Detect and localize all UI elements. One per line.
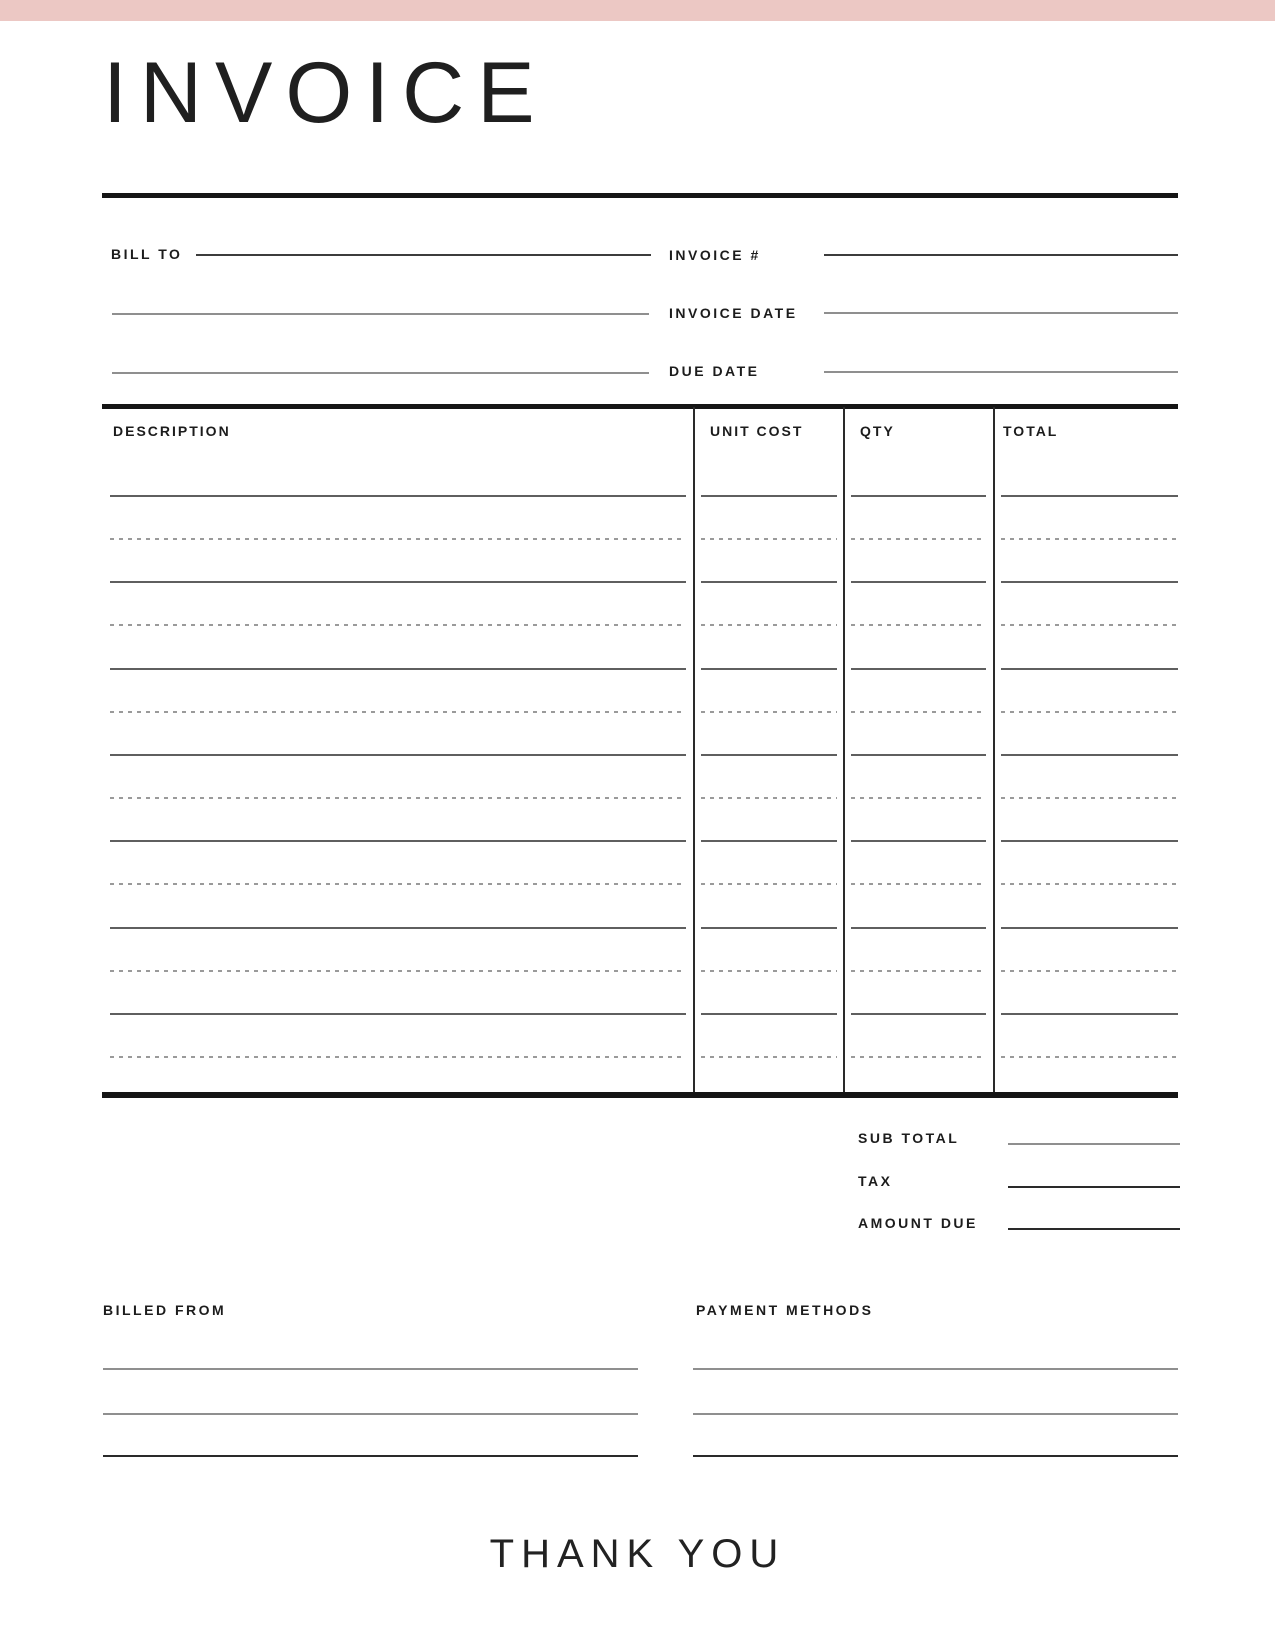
table-row-line	[701, 1013, 837, 1015]
amount-due-line	[1008, 1228, 1180, 1230]
billed-from-line-3	[103, 1455, 638, 1457]
table-row-line	[1001, 668, 1178, 670]
due-date-line	[824, 371, 1178, 373]
table-row-line	[110, 581, 686, 583]
table-top-rule	[102, 404, 1178, 409]
table-row-line	[851, 538, 986, 540]
top-accent-bar	[0, 0, 1275, 21]
table-divider-1	[693, 407, 695, 1098]
table-row-line	[851, 624, 986, 626]
table-row-line	[1001, 970, 1178, 972]
table-row-line	[701, 970, 837, 972]
sub-total-line	[1008, 1143, 1180, 1145]
invoice-date-line	[824, 312, 1178, 314]
table-row-line	[1001, 1056, 1178, 1058]
table-row-line	[110, 668, 686, 670]
table-row-line	[110, 711, 686, 713]
table-row-line	[110, 883, 686, 885]
payment-methods-line-2	[693, 1413, 1178, 1415]
billed-from-line-2	[103, 1413, 638, 1415]
table-row-line	[701, 495, 837, 497]
invoice-number-line	[824, 254, 1178, 256]
bill-to-line-3	[112, 372, 649, 374]
payment-methods-line-3	[693, 1455, 1178, 1457]
tax-label: TAX	[858, 1173, 893, 1189]
amount-due-label: AMOUNT DUE	[858, 1215, 978, 1231]
table-row-line	[851, 668, 986, 670]
table-row-line	[1001, 840, 1178, 842]
table-row-line	[701, 581, 837, 583]
table-header-total: TOTAL	[1003, 423, 1059, 439]
table-row-line	[851, 1013, 986, 1015]
table-row-line	[110, 1056, 686, 1058]
table-row-line	[851, 495, 986, 497]
table-row-line	[110, 754, 686, 756]
table-row-line	[1001, 797, 1178, 799]
table-header-description: DESCRIPTION	[113, 423, 231, 439]
table-row-line	[110, 624, 686, 626]
table-row-line	[110, 797, 686, 799]
sub-total-label: SUB TOTAL	[858, 1130, 960, 1146]
invoice-date-label: INVOICE DATE	[669, 305, 798, 321]
table-header-qty: QTY	[860, 423, 895, 439]
table-row-line	[110, 970, 686, 972]
table-bottom-rule	[102, 1092, 1178, 1098]
table-row-line	[701, 1056, 837, 1058]
table-row-line	[1001, 711, 1178, 713]
table-row-line	[1001, 927, 1178, 929]
table-row-line	[851, 927, 986, 929]
due-date-label: DUE DATE	[669, 363, 760, 379]
bill-to-line-2	[112, 313, 649, 315]
table-row-line	[110, 1013, 686, 1015]
table-divider-2	[843, 407, 845, 1098]
table-row-line	[110, 495, 686, 497]
bill-to-line-1	[196, 254, 651, 256]
table-row-line	[701, 711, 837, 713]
invoice-number-label: INVOICE #	[669, 247, 761, 263]
table-header-unit-cost: UNIT COST	[710, 423, 804, 439]
table-row-line	[851, 1056, 986, 1058]
table-row-line	[110, 538, 686, 540]
table-row-line	[1001, 624, 1178, 626]
table-row-line	[851, 840, 986, 842]
table-row-line	[851, 754, 986, 756]
table-row-line	[701, 840, 837, 842]
page-title: INVOICE	[103, 45, 548, 141]
payment-methods-label: PAYMENT METHODS	[696, 1302, 874, 1318]
tax-line	[1008, 1186, 1180, 1188]
table-row-line	[1001, 538, 1178, 540]
table-row-line	[1001, 754, 1178, 756]
billed-from-label: BILLED FROM	[103, 1302, 227, 1318]
table-row-line	[851, 711, 986, 713]
table-row-line	[851, 883, 986, 885]
table-row-line	[701, 797, 837, 799]
table-row-line	[701, 883, 837, 885]
table-row-line	[1001, 495, 1178, 497]
title-rule	[102, 193, 1178, 198]
table-row-line	[851, 970, 986, 972]
table-row-line	[1001, 883, 1178, 885]
table-row-line	[701, 668, 837, 670]
table-row-line	[701, 927, 837, 929]
table-row-line	[851, 581, 986, 583]
table-row-line	[851, 797, 986, 799]
billed-from-line-1	[103, 1368, 638, 1370]
bill-to-label: BILL TO	[111, 246, 183, 262]
table-row-line	[110, 927, 686, 929]
table-row-line	[701, 754, 837, 756]
table-row-line	[701, 538, 837, 540]
payment-methods-line-1	[693, 1368, 1178, 1370]
table-row-line	[110, 840, 686, 842]
table-row-line	[1001, 1013, 1178, 1015]
table-row-line	[1001, 581, 1178, 583]
table-row-line	[701, 624, 837, 626]
table-divider-3	[993, 407, 995, 1098]
thank-you-text: THANK YOU	[489, 1532, 786, 1576]
